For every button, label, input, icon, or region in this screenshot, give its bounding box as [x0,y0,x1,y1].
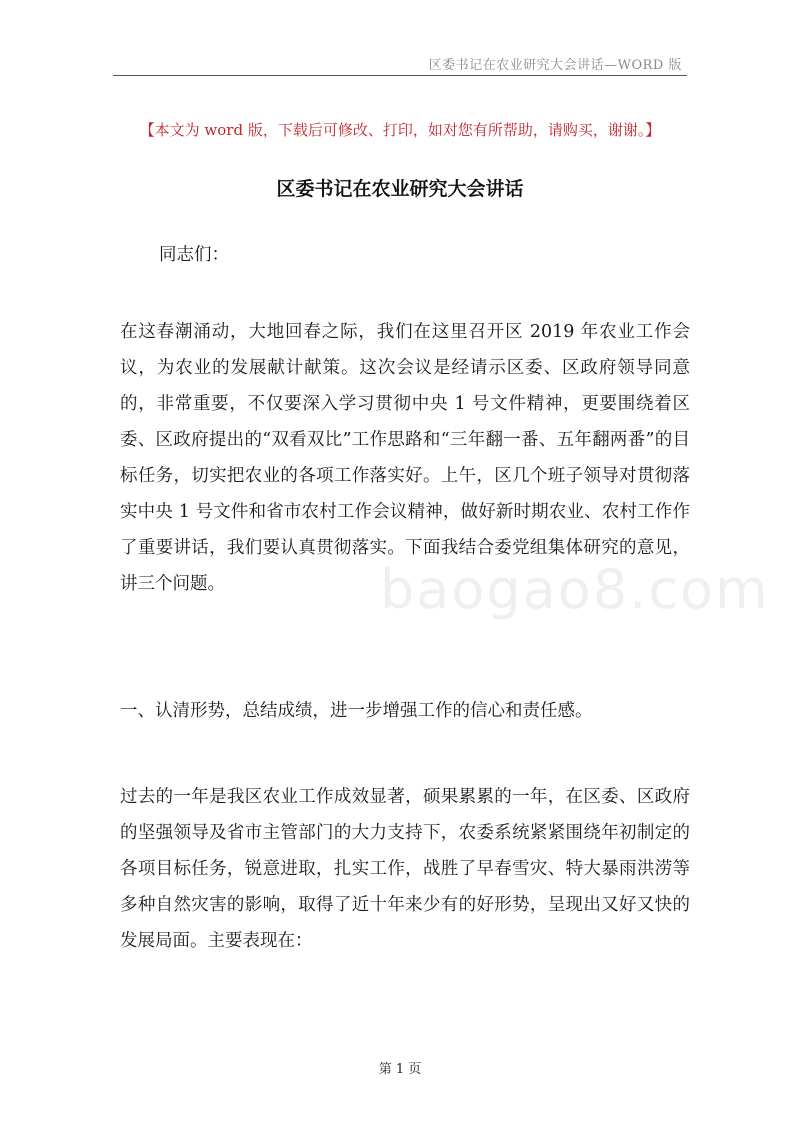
paragraph-review: 过去的一年是我区农业工作成效显著，硕果累累的一年，在区委、区政府的坚强领导及省市主管部门的大力支持下，农委系统紧紧围绕年初制定的各项目标任务，锐意进取，扎实工作，战胜了早春雪灾、特大暴雨洪涝等多种自然灾害的影响，取得了近十年来少有的好形势，呈现出又好又快的发展局面。主要表现在： [120,787,690,951]
page-number: 第 1 页 [378,1062,422,1077]
purchase-notice: 【本文为 word 版，下载后可修改、打印，如对您有所帮助，请购买，谢谢。】 [139,121,661,139]
header-title: 区委书记在农业研究大会讲话—WORD 版 [428,58,682,73]
paragraph-intro: 在这春潮涌动，大地回春之际，我们在这里召开区 2019 年农业工作会议，为农业的发展献计献策。这次会议是经请示区委、区政府领导同意的，非常重要，不仅要深入学习贯彻中央 1 号文件精神，更要围绕着区委、区政府提出的“双看双比”工作思路和“三年翻一番、五年翻两番”的目标任务，切实把农业的各项工作落实好。上午，区几个班子领导对贯彻落实中央 1 号文件和省市农村工作会议精神，做好新时期农业、农村工作作了重要讲话，我们要认真贯彻落实。下面我结合委党组集体研究的意见，讲三个问题。 [120,322,690,594]
document-title: 区委书记在农业研究大会讲话 [276,178,524,200]
watermark: baogao8.com [380,558,770,621]
header-divider [113,75,687,76]
greeting: 同志们： [159,245,229,265]
section-heading-1: 一、认清形势，总结成绩，进一步增强工作的信心和责任感。 [120,701,593,721]
